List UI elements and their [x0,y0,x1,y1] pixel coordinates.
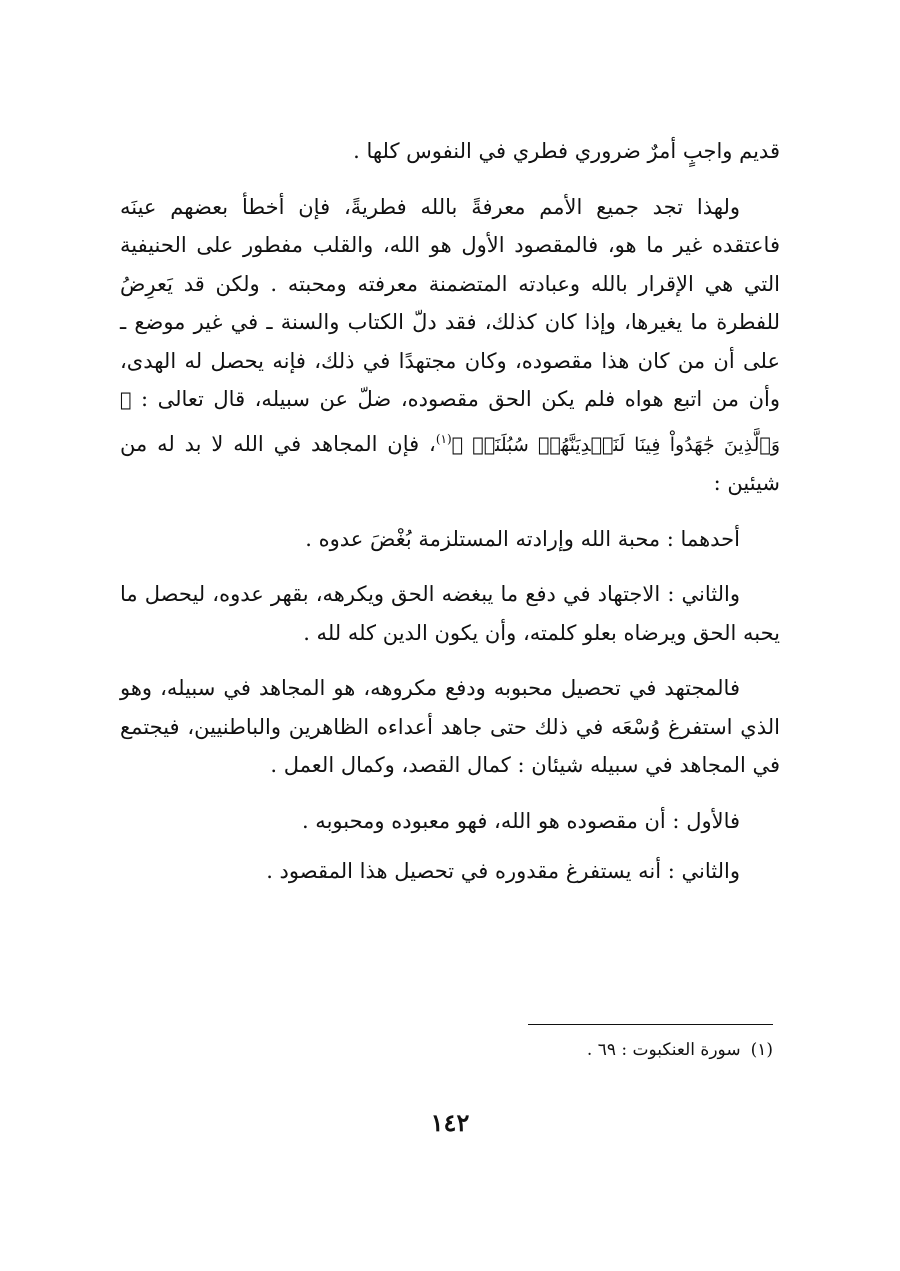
page-body [120,120,780,908]
footnote-text: سورة العنكبوت : ٦٩ . [586,1040,741,1060]
footnote-divider [528,1024,773,1025]
paragraph-first-point: فالأول : أن مقصوده هو الله، فهو معبوده ومحبوبه . [301,808,740,833]
paragraph-intro: قديم واجبٍ أمرٌ ضروري فطري في النفوس كلها . [353,139,780,163]
quran-verse: ﴿ وَٱلَّذِينَ جَٰهَدُواْ فِينَا لَنَهۡدِيَنَّهُمۡ سُبُلَنَاۚ ﴾ [120,389,780,456]
page-number: ١٤٢ [430,1108,470,1137]
footnote-number: (١) [750,1040,773,1060]
paragraph-mujtahid: فالمجتهد في تحصيل محبوبه ودفع مكروهه، هو المجاهد في سبيله، وهو الذي استفرغ وُسْعَه في ذلك حتى جاهد أعداءه الظاهرين والباطنيين، فيجتمع في المجاهد في سبيله شيئان : كمال القصد، وكمال العمل . [120,676,780,777]
paragraph-fitra-continuation: ، فإن المجاهد في الله لا بد له من شيئين : [120,431,780,495]
paragraph-first-thing: أحدهما : محبة الله وإرادته المستلزمة بُغْضَ عدوه . [305,526,740,551]
footnote [587,1040,773,1060]
paragraph-fitra [120,188,780,503]
footnote-reference[interactable]: (١) [435,431,452,446]
paragraph-fitra-text: ولهذا تجد جميع الأمم معرفةً بالله فطريةً، فإن أخطأ بعضهم عينَه فاعتقده غير ما هو، فالمقصود الأول هو الله، والقلب مفطور على الحنيفية التي هي الإقرار بالله وعبادته المتضمنة معرفته ومحبته . ولكن قد يَعرِضُ للفطرة ما يغيرها، وإذا كان كذلك، فقد دلّ الكتاب والسنة ـ في غير موضع ـ على أن من كان هذا مقصوده، وكان مجتهدًا في ذلك، فإنه يحصل له الهدى، وأن من اتبع هواه فلم يكن الحق مقصوده، ضلّ عن سبيله، قال تعالى : [120,194,780,411]
paragraph-second-point: والثاني : أنه يستفرغ مقدوره في تحصيل هذا المقصود . [266,859,740,883]
paragraph-second-thing: والثاني : الاجتهاد في دفع ما يبغضه الحق ويكرهه، بقهر عدوه، ليحصل ما يحبه الحق ويرضاه بعلو كلمته، وأن يكون الدين كله لله . [120,582,780,645]
